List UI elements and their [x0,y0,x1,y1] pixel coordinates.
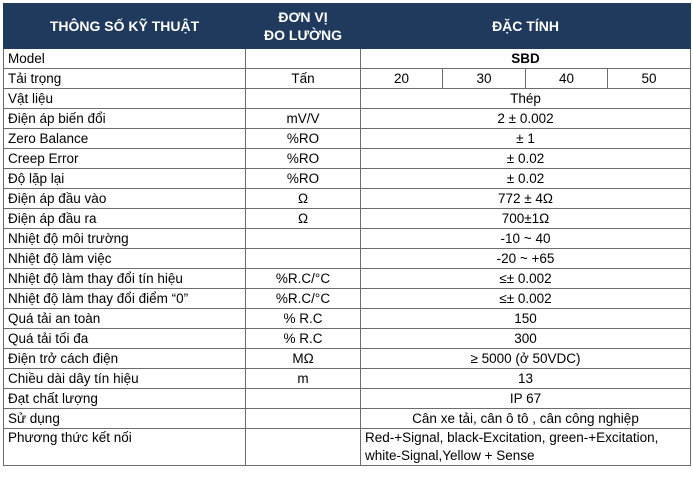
row-name: Quá tải an toàn [4,309,246,329]
row-value: 772 ± 4Ω [361,189,691,209]
row-unit [246,389,361,409]
table-row [4,89,691,109]
row-unit: m [246,369,361,389]
row-name: Chiều dài dây tín hiệu [4,369,246,389]
row-name: Nhiệt độ làm thay đổi tín hiệu [4,269,246,289]
row-unit: mV/V [246,109,361,129]
table-row [4,169,691,189]
row-unit: % R.C [246,329,361,349]
header-spec: THÔNG SỐ KỸ THUẬT [4,4,246,49]
row-value: 2 ± 0.002 [361,109,691,129]
row-value: ± 0.02 [361,169,691,189]
table-row [4,389,691,409]
connection-line-1: Red-+Signal, black-Excitation, green-+Excitation, [365,430,659,445]
row-name: Điện áp đầu ra [4,209,246,229]
row-unit: Ω [246,209,361,229]
row-name: Zero Balance [4,129,246,149]
row-name: Điện áp biến đổi [4,109,246,129]
table-row [4,229,691,249]
row-name: Nhiệt độ làm thay đổi điểm “0” [4,289,246,309]
row-name: Nhiệt độ môi trường [4,229,246,249]
row-name: Điện áp đầu vào [4,189,246,209]
row-unit [246,249,361,269]
load-value-2: 30 [443,69,526,89]
table-row [4,209,691,229]
header-row [4,4,691,49]
row-value: SBD [361,49,691,69]
row-value: ≤± 0.002 [361,269,691,289]
connection-line-2: white-Signal,Yellow + Sense [365,448,535,463]
row-value: ≥ 5000 (ở 50VDC) [361,349,691,369]
row-name: Model [4,49,246,69]
row-name: Creep Error [4,149,246,169]
table-row [4,329,691,349]
row-unit: %RO [246,149,361,169]
table-row [4,269,691,289]
table-row-connection [4,429,691,466]
row-value: 700±1Ω [361,209,691,229]
table-row [4,369,691,389]
table-row [4,409,691,429]
header-unit-line1: ĐƠN VỊ [278,9,328,25]
row-unit: %R.C/°C [246,289,361,309]
table-row-load [4,69,691,89]
row-name: Quá tải tối đa [4,329,246,349]
row-name: Vật liệu [4,89,246,109]
row-unit: %RO [246,129,361,149]
row-name: Sử dụng [4,409,246,429]
row-value: Cân xe tải, cân ô tô , cân công nghiệp [361,409,691,429]
row-unit [246,89,361,109]
load-value-3: 40 [526,69,608,89]
load-value-4: 50 [608,69,691,89]
row-unit: % R.C [246,309,361,329]
row-value: -10 ~ 40 [361,229,691,249]
spec-sheet [3,3,690,466]
row-unit: %R.C/°C [246,269,361,289]
row-name: Nhiệt độ làm việc [4,249,246,269]
row-value: -20 ~ +65 [361,249,691,269]
row-name: Tải trọng [4,69,246,89]
row-name: Phương thức kết nối [4,429,246,466]
row-unit: %RO [246,169,361,189]
spec-table [3,3,691,466]
header-unit-line2: ĐO LƯỜNG [264,27,342,43]
row-unit: MΩ [246,349,361,369]
table-row [4,149,691,169]
row-value: 13 [361,369,691,389]
row-value: ≤± 0.002 [361,289,691,309]
row-unit [246,229,361,249]
table-row [4,129,691,149]
table-row [4,309,691,329]
header-unit [246,4,361,49]
connection-value [361,429,691,466]
table-row [4,109,691,129]
table-row [4,289,691,309]
table-row [4,249,691,269]
row-unit [246,409,361,429]
row-value: IP 67 [361,389,691,409]
load-value-1: 20 [361,69,443,89]
row-unit: Ω [246,189,361,209]
row-name: Điện trở cách điện [4,349,246,369]
row-unit: Tấn [246,69,361,89]
row-value: 300 [361,329,691,349]
row-name: Độ lặp lại [4,169,246,189]
table-row [4,189,691,209]
row-name: Đạt chất lượng [4,389,246,409]
header-characteristic: ĐẶC TÍNH [361,4,691,49]
row-value: ± 1 [361,129,691,149]
row-unit [246,49,361,69]
row-value: 150 [361,309,691,329]
table-row-model [4,49,691,69]
row-unit [246,429,361,466]
table-row [4,349,691,369]
row-value: Thép [361,89,691,109]
row-value: ± 0.02 [361,149,691,169]
